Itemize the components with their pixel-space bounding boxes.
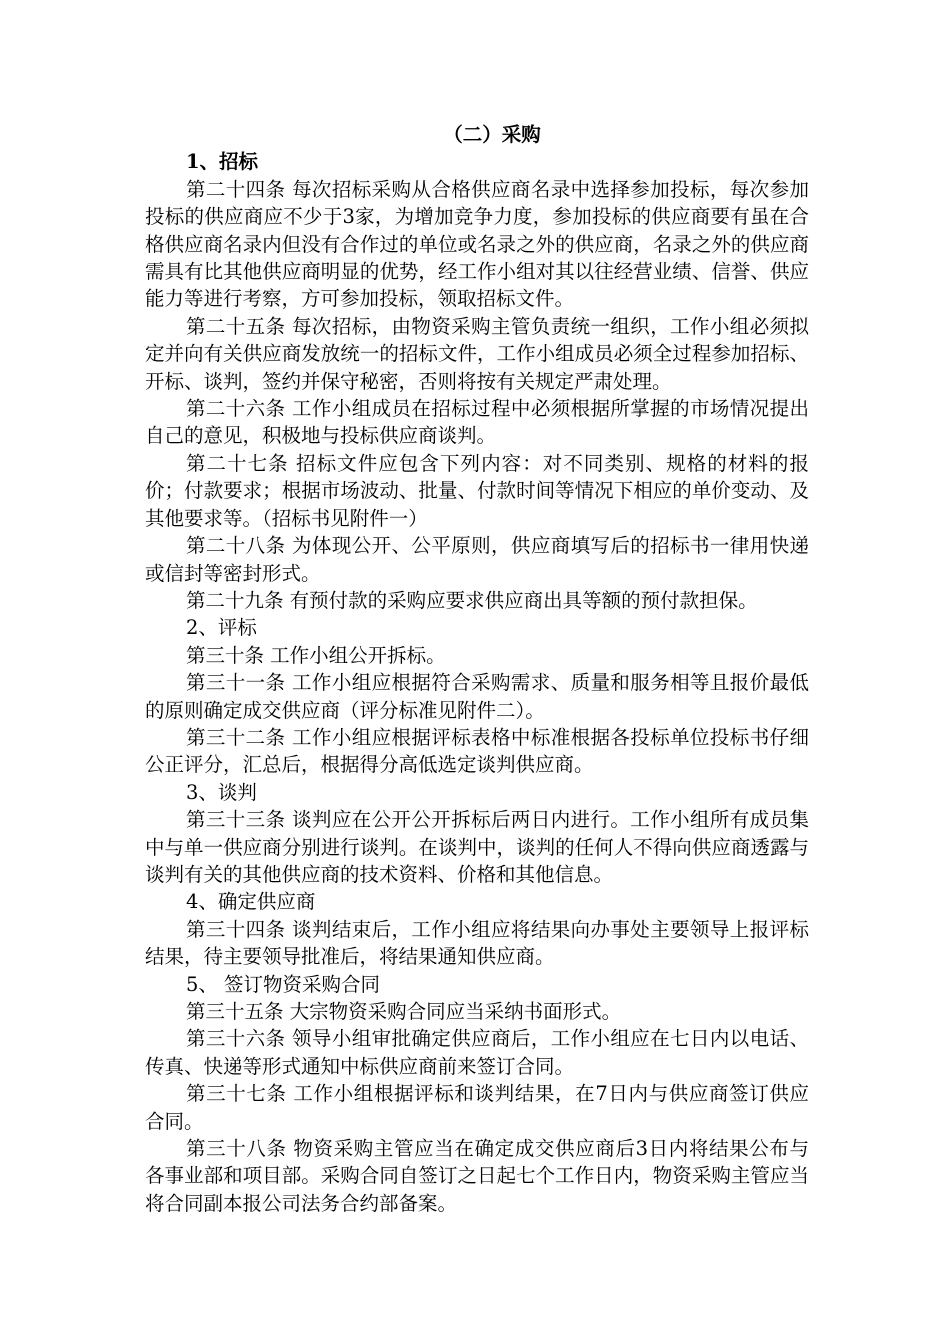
- subsection-heading-select-supplier: 4、确定供应商: [185, 890, 316, 914]
- article-38: 第三十八条 物资采购主管应当在确定成交供应商后3日内将结果公布与各事业部和项目部。采购合同自签订之日起七个工作日内，物资采购主管应当将合同副本报公司法务合约部备案。: [145, 1137, 809, 1215]
- subsection-heading-evaluation: 2、评标: [185, 616, 257, 640]
- article-31: 第三十一条 工作小组应根据符合采购需求、质量和服务相等且报价最低的原则确定成交供应商（评分标准见附件二）。: [145, 671, 809, 722]
- article-26: 第二十六条 工作小组成员在招标过程中必须根据所掌握的市场情况提出自己的意见，积极地与投标供应商谈判。: [145, 397, 809, 448]
- article-30: 第三十条 工作小组公开拆标。: [185, 643, 446, 667]
- section-title: （二）采购: [443, 123, 541, 146]
- article-33: 第三十三条 谈判应在公开公开拆标后两日内进行。工作小组所有成员集中与单一供应商分别进行谈判。在谈判中，谈判的任何人不得向供应商透露与谈判有关的其他供应商的技术资料、价格和其他信息。: [145, 808, 809, 886]
- article-28: 第二十八条 为体现公开、公平原则，供应商填写后的招标书一律用快递或信封等密封形式。: [145, 534, 809, 585]
- subsection-heading-bidding: 1、招标: [185, 150, 259, 174]
- subsection-heading-sign-contract: 5、 签订物资采购合同: [185, 972, 381, 996]
- subsection-heading-negotiation: 3、谈判: [185, 780, 257, 804]
- article-24: 第二十四条 每次招标采购从合格供应商名录中选择参加投标，每次参加投标的供应商应不少于3家，为增加竞争力度，参加投标的供应商要有虽在合格供应商名录内但没有合作过的单位或名录之外的供应商，名录之外的供应商需具有比其他供应商明显的优势，经工作小组对其以往经营业绩、信誉、供应能力等进行考察，方可参加投标，领取招标文件。: [145, 177, 809, 311]
- article-35: 第三十五条 大宗物资采购合同应当采纳书面形式。: [185, 1000, 622, 1023]
- article-29: 第二十九条 有预付款的采购应要求供应商出具等额的预付款担保。: [185, 588, 758, 612]
- article-37: 第三十七条 工作小组根据评标和谈判结果，在7日内与供应商签订供应合同。: [145, 1082, 809, 1133]
- article-32: 第三十二条 工作小组应根据评标表格中标准根据各投标单位投标书仔细公正评分，汇总后，根据得分高低选定谈判供应商。: [145, 725, 809, 777]
- document-body: [145, 121, 809, 1217]
- article-34: 第三十四条 谈判结束后，工作小组应将结果向办事处主要领导上报评标结果，待主要领导批准后，将结果通知供应商。: [145, 917, 809, 969]
- article-27: 第二十七条 招标文件应包含下列内容：对不同类别、规格的材料的报价；付款要求；根据市场波动、批量、付款时间等情况下相应的单价变动、及其他要求等。（招标书见附件一）: [145, 451, 809, 530]
- article-36: 第三十六条 领导小组审批确定供应商后，工作小组应在七日内以电话、传真、快递等形式通知中标供应商前来签订合同。: [145, 1027, 809, 1078]
- article-25: 第二十五条 每次招标，由物资采购主管负责统一组织，工作小组必须拟定并向有关供应商发放统一的招标文件，工作小组成员必须全过程参加招标、开标、谈判，签约并保守秘密，否则将按有关规定严肃处理。: [145, 314, 809, 393]
